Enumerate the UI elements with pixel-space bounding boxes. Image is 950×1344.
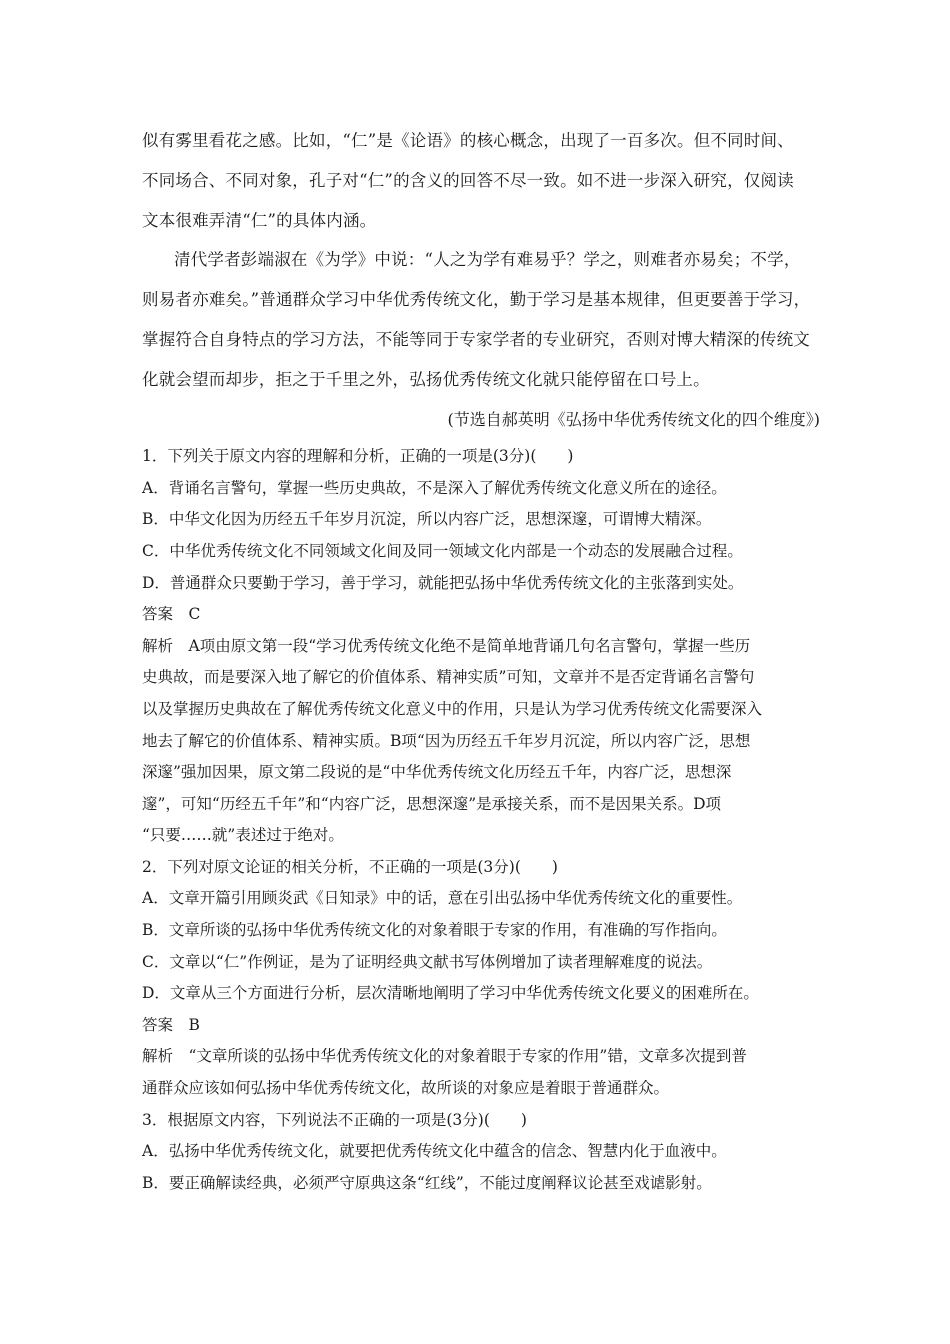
passage-line: 文本很难弄清“仁”的具体内涵。 (142, 211, 377, 230)
passage-line: 化就会望而却步，拒之于千里之外，弘扬优秀传统文化就只能停留在口号上。 (142, 370, 710, 389)
option-d: D．文章从三个方面进行分析，层次清晰地阐明了学习中华优秀传统文化要义的困难所在。 (142, 984, 759, 1002)
answer: 答案 B (142, 1016, 200, 1034)
option-b: B．中华文化因为历经五千年岁月沉淀，所以内容广泛，思想深邃，可谓博大精深。 (142, 510, 712, 528)
passage-line: 不同场合、不同对象，孔子对“仁”的含义的回答不尽一致。如不进一步深入研究，仅阅读 (142, 171, 794, 190)
option-d: D．普通群众只要勤于学习，善于学习，就能把弘扬中华优秀传统文化的主张落到实处。 (142, 574, 744, 592)
option-c: C．文章以“仁”作例证，是为了证明经典文献书写体例增加了读者理解难度的说法。 (142, 953, 713, 971)
question-stem: 3．根据原文内容，下列说法不正确的一项是(3分)( ) (142, 1111, 527, 1129)
option-a: A．弘扬中华优秀传统文化，就要把优秀传统文化中蕴含的信念、智慧内化于血液中。 (142, 1142, 727, 1160)
answer: 答案 C (142, 605, 201, 623)
analysis-line: 解析 “文章所谈的弘扬中华优秀传统文化的对象着眼于专家的作用”错，文章多次提到普 (142, 1047, 747, 1065)
option-a: A．背诵名言警句，掌握一些历史典故，不是深入了解优秀传统文化意义所在的途径。 (142, 479, 727, 497)
passage-line: 则易者亦难矣。”普通群众学习中华优秀传统文化，勤于学习是基本规律，但更要善于学习， (142, 290, 811, 309)
analysis-line: 邃”，可知“历经五千年”和“内容广泛，思想深邃”是承接关系，而不是因果关系。D项 (142, 795, 722, 813)
passage-line: 清代学者彭端淑在《为学》中说：“人之为学有难易乎？学之，则难者亦易矣；不学， (174, 250, 801, 269)
passage-line: 掌握符合自身特点的学习方法，不能等同于专家学者的专业研究，否则对博大精深的传统文 (142, 330, 810, 349)
option-b: B．要正确解读经典，必须严守原典这条“红线”，不能过度阐释议论甚至戏谑影射。 (142, 1174, 712, 1192)
analysis-line: 通群众应该如何弘扬中华优秀传统文化，故所谈的对象应是着眼于普通群众。 (142, 1079, 670, 1097)
option-b: B．文章所谈的弘扬中华优秀传统文化的对象着眼于专家的作用，有准确的写作指向。 (142, 921, 727, 939)
option-c: C．中华优秀传统文化不同领域文化间及同一领域文化内部是一个动态的发展融合过程。 (142, 542, 743, 560)
analysis-line: 深邃”强加因果，原文第二段说的是“中华优秀传统文化历经五千年，内容广泛，思想深 (142, 763, 732, 781)
passage-source: (节选自郝英明《弘扬中华优秀传统文化的四个维度》) (447, 410, 820, 429)
analysis-line: 地去了解它的价值体系、精神实质。B项“因为历经五千年岁月沉淀，所以内容广泛，思想 (142, 732, 751, 750)
analysis-line: 以及掌握历史典故在了解优秀传统文化意义中的作用，只是认为学习优秀传统文化需要深入 (142, 700, 763, 718)
analysis-line: 解析 A项由原文第一段“学习优秀传统文化绝不是简单地背诵几句名言警句，掌握一些历 (142, 637, 751, 655)
analysis-line: “只要……就”表述过于绝对。 (142, 826, 344, 844)
option-a: A．文章开篇引用顾炎武《日知录》中的话，意在引出弘扬中华优秀传统文化的重要性。 (142, 889, 743, 907)
question-stem: 2．下列对原文论证的相关分析，不正确的一项是(3分)( ) (142, 858, 558, 876)
question-stem: 1．下列关于原文内容的理解和分析，正确的一项是(3分)( ) (142, 447, 574, 465)
analysis-line: 史典故，而是要深入地了解它的价值体系、精神实质”可知，文章并不是否定背诵名言警句 (142, 668, 755, 686)
passage-line: 似有雾里看花之感。比如，“仁”是《论语》的核心概念，出现了一百多次。但不同时间、 (142, 131, 794, 150)
